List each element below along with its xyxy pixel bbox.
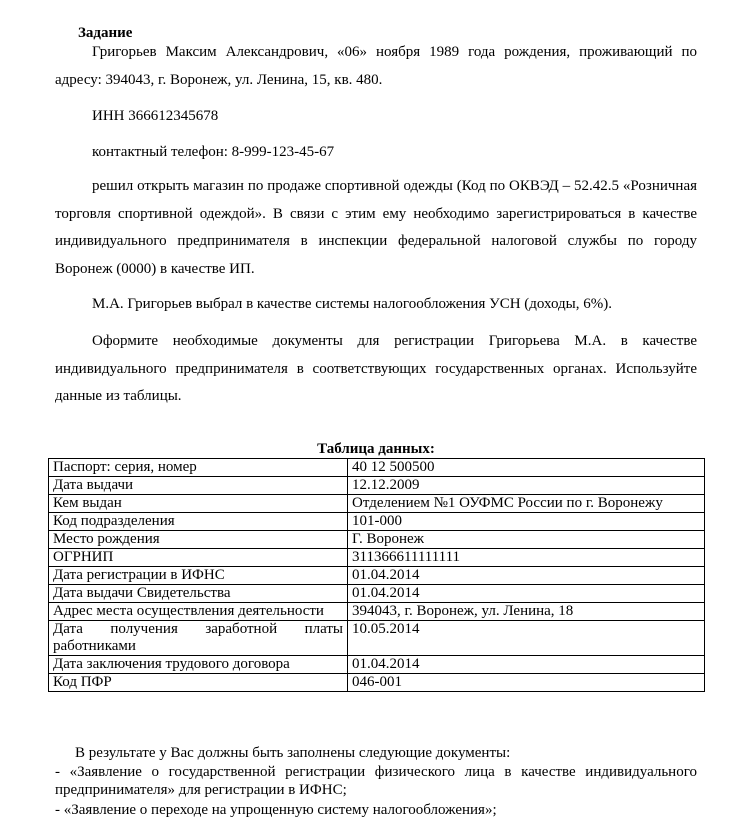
row-value: 01.04.2014: [348, 585, 705, 603]
row-value: 394043, г. Воронеж, ул. Ленина, 18: [348, 603, 705, 621]
table-row: [49, 567, 705, 585]
row-value: 311366611111111: [348, 549, 705, 567]
row-key: ОГРНИП: [49, 549, 348, 567]
row-key: Дата регистрации в ИФНС: [49, 567, 348, 585]
row-value: 101-000: [348, 513, 705, 531]
result-item: - «Заявление о государственной регистрации физического лица в качестве индивидуального предпринимателя» для регистрации в ИФНС;: [55, 764, 697, 798]
row-key: Паспорт: серия, номер: [49, 459, 348, 477]
task-paragraph: [55, 328, 697, 411]
row-key: Дата выдачи: [49, 477, 348, 495]
table-title: Таблица данных:: [317, 441, 435, 457]
result-item: - «Заявление о переходе на упрощенную систему налогообложения»;: [55, 802, 497, 818]
result-intro: [55, 744, 697, 762]
table-row: [49, 495, 705, 513]
decision-text: решил открыть магазин по продаже спортивной одежды (Код по ОКВЭД – 52.42.5 «Розничная торговля спортивной одеждой». В связи с этим ему необходимо зарегистрироваться в качестве индивидуального предпринимателя в инспекции федеральной налоговой службы по городу Воронеж (0000) в качестве ИП.: [55, 178, 697, 277]
table-row: [49, 531, 705, 549]
row-value: Г. Воронеж: [348, 531, 705, 549]
person-paragraph: [55, 39, 697, 94]
row-key: Место рождения: [49, 531, 348, 549]
table-row: [49, 459, 705, 477]
row-key: Адрес места осуществления деятельности: [49, 603, 348, 621]
table-row: [49, 549, 705, 567]
row-key: Дата выдачи Свидетельства: [49, 585, 348, 603]
person-text: Григорьев Максим Александрович, «06» ноября 1989 года рождения, проживающий по адресу: 394043, г. Воронеж, ул. Ленина, 15, кв. 480.: [55, 44, 697, 88]
table-row: [49, 513, 705, 531]
table-row: [49, 621, 705, 656]
decision-paragraph: [55, 173, 697, 283]
table-row: [49, 656, 705, 674]
row-value: 12.12.2009: [348, 477, 705, 495]
tax-paragraph: [55, 291, 697, 319]
task-text: Оформите необходимые документы для регистрации Григорьева М.А. в качестве индивидуального предпринимателя в соответствующих государственных органах. Используйте данные из таблицы.: [55, 333, 697, 404]
row-key: Дата заключения трудового договора: [49, 656, 348, 674]
row-value: 40 12 500500: [348, 459, 705, 477]
row-value: 01.04.2014: [348, 567, 705, 585]
row-value: 046-001: [348, 674, 705, 692]
data-table: [48, 458, 705, 692]
row-key: Код подразделения: [49, 513, 348, 531]
table-row: [49, 674, 705, 692]
result-intro-text: В результате у Вас должны быть заполнены следующие документы:: [75, 745, 511, 761]
row-key: Код ПФР: [49, 674, 348, 692]
task-heading: Задание: [78, 25, 133, 41]
table-row: [49, 477, 705, 495]
phone-line: контактный телефон: 8-999-123-45-67: [92, 144, 335, 160]
tax-text: М.А. Григорьев выбрал в качестве системы налогообложения УСН (доходы, 6%).: [92, 296, 613, 312]
table-row: [49, 585, 705, 603]
table-row: [49, 603, 705, 621]
inn-line: ИНН 366612345678: [92, 108, 219, 124]
row-value: 01.04.2014: [348, 656, 705, 674]
row-key: Дата получения заработной платы работниками: [49, 621, 348, 656]
row-value: 10.05.2014: [348, 621, 705, 656]
row-value: Отделением №1 ОУФМС России по г. Воронежу: [348, 495, 705, 513]
row-key: Кем выдан: [49, 495, 348, 513]
